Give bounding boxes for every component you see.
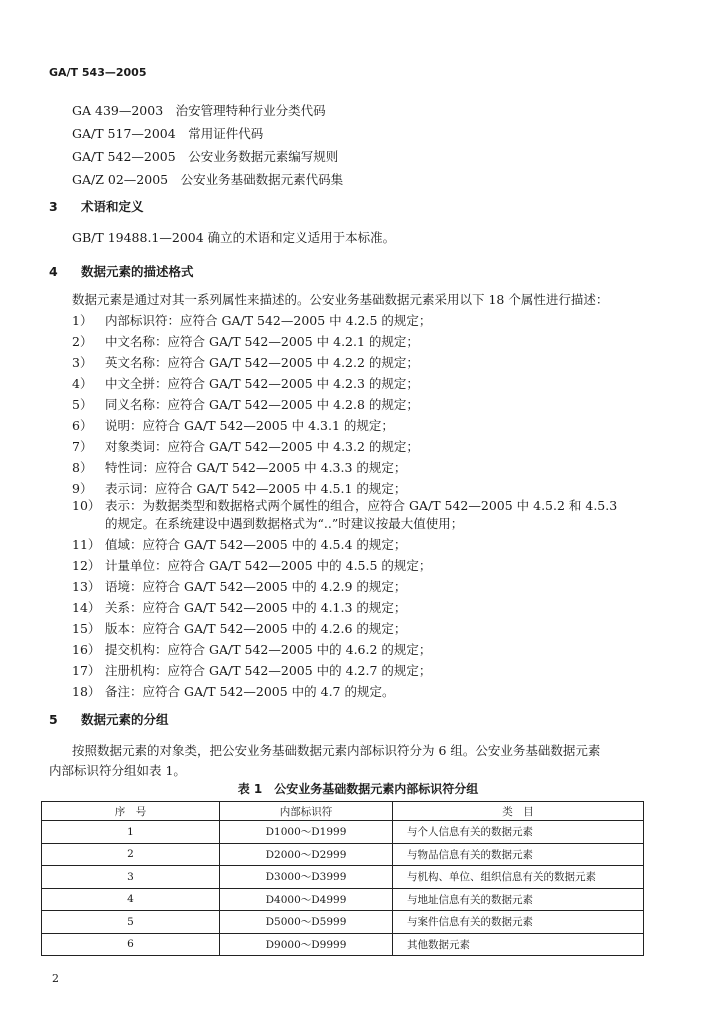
identifier-group-table — [41, 801, 644, 956]
list-item-text: 说明：应符合 GA/T 542—2005 中 4.3.1 的规定； — [105, 418, 394, 433]
list-item-text: 内部标识符：应符合 GA/T 542—2005 中 4.2.5 的规定； — [105, 313, 432, 328]
list-item-number: 15） — [72, 621, 101, 636]
cell-serial: 2 — [42, 843, 220, 866]
list-item-text: 提交机构：应符合 GA/T 542—2005 中的 4.6.2 的规定； — [105, 642, 432, 657]
section-title: 数据元素的分组 — [81, 712, 169, 727]
list-item-text: 同义名称：应符合 GA/T 542—2005 中 4.2.8 的规定； — [105, 397, 419, 412]
cell-identifier-range: D4000～D4999 — [220, 888, 393, 911]
cell-category: 与地址信息有关的数据元素 — [393, 888, 644, 911]
list-item — [72, 479, 406, 497]
cell-identifier-range: D5000～D5999 — [220, 911, 393, 934]
item-10-continuation: 的规定。在系统建设中遇到数据格式为“..”时建议按最大值使用； — [105, 516, 464, 531]
cell-serial: 6 — [42, 933, 220, 956]
section-number: 5 — [49, 712, 58, 727]
reference-line: GA/Z 02—2005 公安业务基础数据元素代码集 — [72, 172, 344, 187]
table-row — [42, 843, 644, 866]
list-item — [72, 640, 431, 658]
cell-category: 与机构、单位、组织信息有关的数据元素 — [393, 866, 644, 889]
list-item — [72, 332, 419, 350]
list-item-text: 版本：应符合 GA/T 542—2005 中的 4.2.6 的规定； — [105, 621, 407, 636]
list-item-text: 对象类词：应符合 GA/T 542—2005 中 4.3.2 的规定； — [105, 439, 419, 454]
page-number: 2 — [52, 972, 59, 985]
list-item-number: 1） — [72, 313, 93, 328]
cell-category: 其他数据元素 — [393, 933, 644, 956]
section-number: 4 — [49, 264, 58, 279]
list-item — [72, 556, 431, 574]
list-item — [72, 496, 617, 514]
cell-category: 与案件信息有关的数据元素 — [393, 911, 644, 934]
cell-serial: 3 — [42, 866, 220, 889]
cell-identifier-range: D2000～D2999 — [220, 843, 393, 866]
list-item — [72, 535, 406, 553]
list-item-number: 11） — [72, 537, 101, 552]
cell-identifier-range: D9000～D9999 — [220, 933, 393, 956]
section-title: 数据元素的描述格式 — [81, 264, 194, 279]
list-item-text: 关系：应符合 GA/T 542—2005 中的 4.1.3 的规定； — [105, 600, 407, 615]
list-item-number: 7） — [72, 439, 93, 454]
list-item-number: 3） — [72, 355, 93, 370]
column-header-identifier: 内部标识符 — [220, 802, 393, 821]
section-3-heading — [49, 197, 144, 215]
list-item-number: 9） — [72, 481, 93, 496]
list-item-text: 中文名称：应符合 GA/T 542—2005 中 4.2.1 的规定； — [105, 334, 419, 349]
list-item — [72, 682, 394, 700]
column-header-serial: 序 号 — [42, 802, 220, 821]
table-row — [42, 911, 644, 934]
list-item-text: 英文名称：应符合 GA/T 542—2005 中 4.2.2 的规定； — [105, 355, 419, 370]
list-item-number: 5） — [72, 397, 93, 412]
column-header-category: 类 目 — [393, 802, 644, 821]
section-4-intro: 数据元素是通过对其一系列属性来描述的。公安业务基础数据元素采用以下 18 个属性进行描述： — [72, 292, 609, 307]
list-item-number: 18） — [72, 684, 101, 699]
list-item — [72, 416, 394, 434]
section-title: 术语和定义 — [81, 199, 144, 214]
list-item — [72, 577, 406, 595]
list-item — [72, 458, 406, 476]
cell-serial: 5 — [42, 911, 220, 934]
list-item-number: 6） — [72, 418, 93, 433]
section-4-heading — [49, 262, 194, 280]
list-item-number: 17） — [72, 663, 101, 678]
list-item — [72, 619, 406, 637]
list-item-text: 表示：为数据类型和数据格式两个属性的组合，应符合 GA/T 542—2005 中 4.5.2 和 4.5.3 — [105, 498, 618, 513]
list-item — [72, 311, 431, 329]
list-item — [72, 661, 431, 679]
list-item-text: 中文全拼：应符合 GA/T 542—2005 中 4.2.3 的规定； — [105, 376, 419, 391]
list-item-number: 8） — [72, 460, 93, 475]
section-number: 3 — [49, 199, 58, 214]
list-item-text: 注册机构：应符合 GA/T 542—2005 中的 4.2.7 的规定； — [105, 663, 432, 678]
section-3-body: GB/T 19488.1—2004 确立的术语和定义适用于本标准。 — [72, 230, 396, 245]
list-item-number: 14） — [72, 600, 101, 615]
list-item-text: 值域：应符合 GA/T 542—2005 中的 4.5.4 的规定； — [105, 537, 407, 552]
list-item — [72, 374, 419, 392]
list-item-text: 计量单位：应符合 GA/T 542—2005 中的 4.5.5 的规定； — [105, 558, 432, 573]
cell-serial: 4 — [42, 888, 220, 911]
table-caption: 表 1 公安业务基础数据元素内部标识符分组 — [237, 782, 479, 796]
cell-serial: 1 — [42, 821, 220, 844]
list-item — [72, 395, 419, 413]
table-row — [42, 933, 644, 956]
document-header-code: GA/T 543—2005 — [49, 66, 147, 79]
reference-line: GA 439—2003 治安管理特种行业分类代码 — [72, 103, 326, 118]
table-row — [42, 888, 644, 911]
list-item — [72, 353, 419, 371]
list-item-text: 语境：应符合 GA/T 542—2005 中的 4.2.9 的规定； — [105, 579, 407, 594]
reference-line: GA/T 542—2005 公安业务数据元素编写规则 — [72, 149, 339, 164]
list-item — [72, 598, 406, 616]
list-item-number: 4） — [72, 376, 93, 391]
section-5-heading — [49, 710, 169, 728]
reference-line: GA/T 517—2004 常用证件代码 — [72, 126, 264, 141]
section-5-body-line: 按照数据元素的对象类，把公安业务基础数据元素内部标识符分为 6 组。公安业务基础数据元素 — [72, 743, 601, 758]
list-item-number: 13） — [72, 579, 101, 594]
table-row — [42, 866, 644, 889]
cell-category: 与物品信息有关的数据元素 — [393, 843, 644, 866]
list-item-text: 特性词：应符合 GA/T 542—2005 中 4.3.3 的规定； — [105, 460, 407, 475]
list-item-number: 12） — [72, 558, 101, 573]
list-item-number: 16） — [72, 642, 101, 657]
cell-identifier-range: D3000～D3999 — [220, 866, 393, 889]
list-item-number: 10） — [72, 498, 101, 513]
cell-identifier-range: D1000～D1999 — [220, 821, 393, 844]
list-item — [72, 437, 419, 455]
section-5-body-line: 内部标识符分组如表 1。 — [49, 763, 186, 778]
table-header-row — [42, 802, 644, 821]
cell-category: 与个人信息有关的数据元素 — [393, 821, 644, 844]
list-item-text: 备注：应符合 GA/T 542—2005 中的 4.7 的规定。 — [105, 684, 395, 699]
list-item-text: 表示词：应符合 GA/T 542—2005 中 4.5.1 的规定； — [105, 481, 407, 496]
table-row — [42, 821, 644, 844]
list-item-number: 2） — [72, 334, 93, 349]
